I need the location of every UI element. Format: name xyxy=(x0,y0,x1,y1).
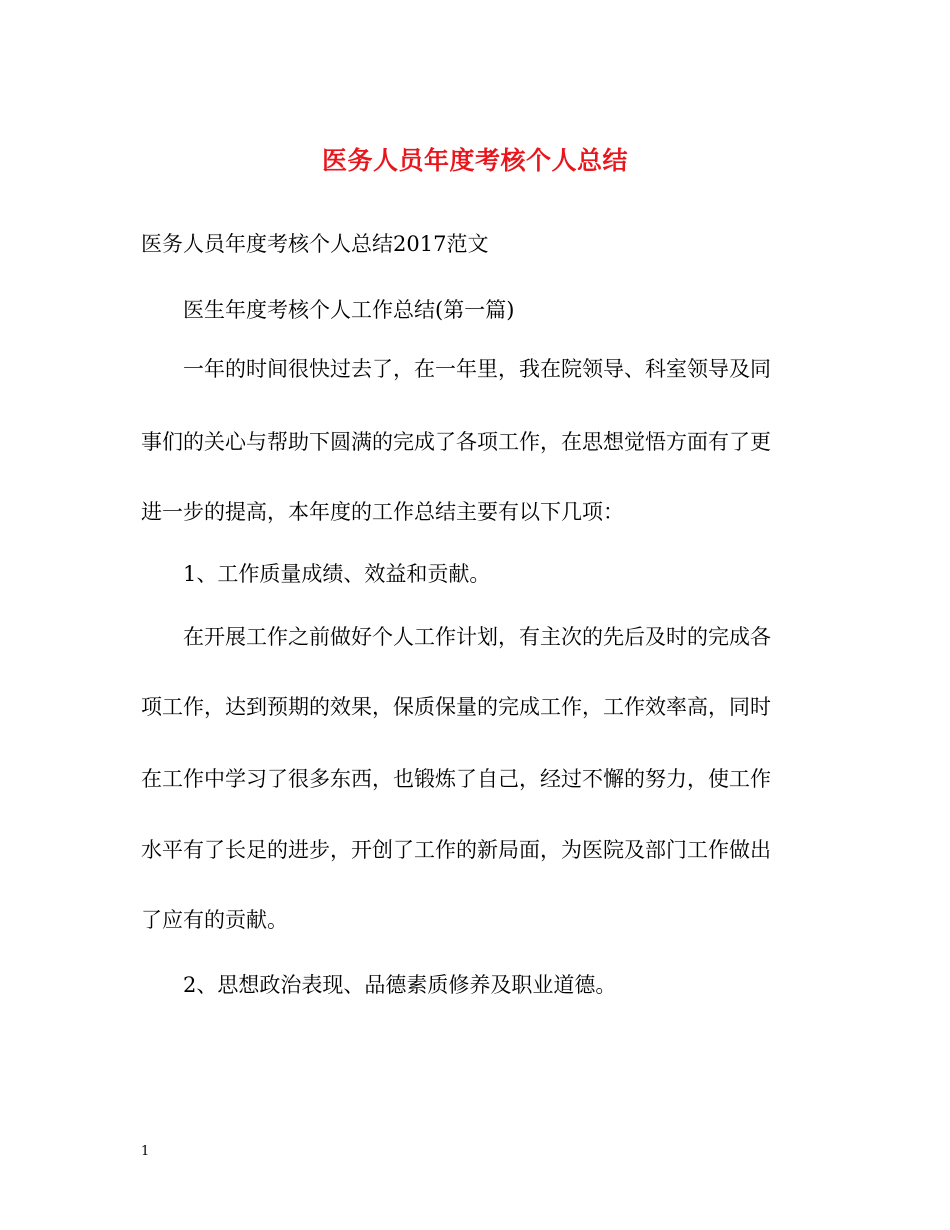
paragraph-line: 项工作，达到预期的效果，保质保量的完成工作，工作效率高，同时 xyxy=(141,695,771,719)
page-number: 1 xyxy=(141,1144,150,1159)
paragraph-line: 在工作中学习了很多东西，也锻炼了自己，经过不懈的努力，使工作 xyxy=(141,767,771,791)
list-item-heading: 1、工作质量成绩、效益和贡献。 xyxy=(183,562,491,586)
paragraph-line: 了应有的贡献。 xyxy=(141,908,288,932)
list-item-heading: 2、思想政治表现、品德素质修养及职业道德。 xyxy=(183,973,617,997)
paragraph-line: 水平有了长足的进步，开创了工作的新局面，为医院及部门工作做出 xyxy=(141,838,771,862)
paragraph-line: 一年的时间很快过去了，在一年里，我在院领导、科室领导及同 xyxy=(183,357,771,381)
paragraph-line: 在开展工作之前做好个人工作计划，有主次的先后及时的完成各 xyxy=(183,625,771,649)
section-heading: 医生年度考核个人工作总结(第一篇) xyxy=(183,298,515,322)
document-subtitle: 医务人员年度考核个人总结2017范文 xyxy=(141,232,489,256)
paragraph-line: 事们的关心与帮助下圆满的完成了各项工作，在思想觉悟方面有了更 xyxy=(141,430,771,454)
paragraph-line: 进一步的提高，本年度的工作总结主要有以下几项： xyxy=(141,500,624,524)
document-title: 医务人员年度考核个人总结 xyxy=(321,146,628,175)
